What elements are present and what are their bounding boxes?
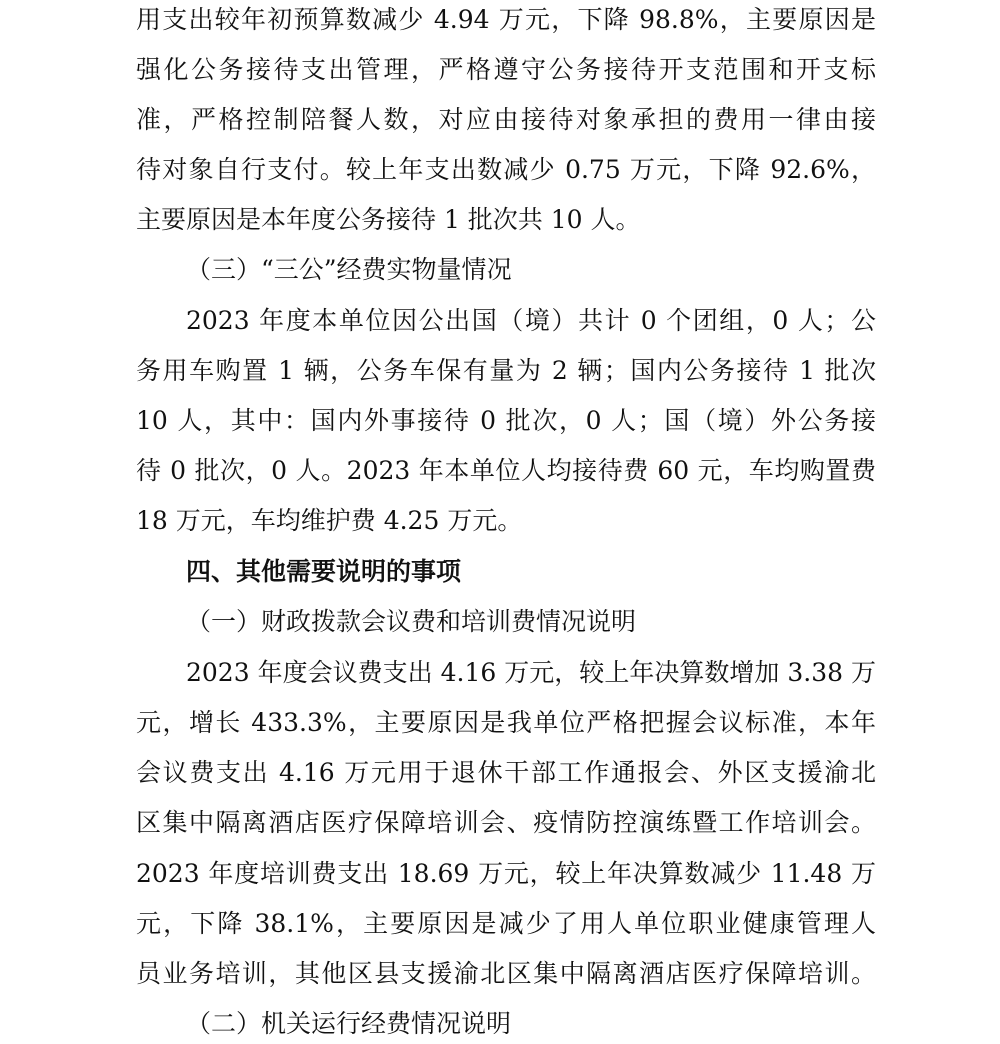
body-text-line: 18 万元，车均维护费 4.25 万元。	[136, 506, 523, 535]
body-text-line: 务用车购置 1 辆，公务车保有量为 2 辆；国内公务接待 1 批次	[136, 356, 876, 385]
body-text-line: 会议费支出 4.16 万元用于退休干部工作通报会、外区支援渝北	[136, 758, 876, 787]
body-text-line: 2023 年度培训费支出 18.69 万元，较上年决算数减少 11.48 万	[136, 859, 876, 888]
body-text-line: 待对象自行支付。较上年支出数减少 0.75 万元，下降 92.6%，	[136, 155, 876, 184]
body-text-line: 2023 年度会议费支出 4.16 万元，较上年决算数增加 3.38 万	[186, 658, 876, 687]
section-heading: 四、其他需要说明的事项	[186, 557, 462, 586]
body-text-line: 强化公务接待支出管理，严格遵守公务接待开支范围和开支标	[136, 55, 876, 84]
subsection-heading: （三）“三公”经费实物量情况	[186, 255, 512, 284]
body-text-line: 2023 年度本单位因公出国（境）共计 0 个团组，0 人；公	[186, 306, 876, 335]
body-text-line: 区集中隔离酒店医疗保障培训会、疫情防控演练暨工作培训会。	[136, 808, 876, 837]
body-text-line: 主要原因是本年度公务接待 1 批次共 10 人。	[136, 205, 641, 234]
body-text-line: 用支出较年初预算数减少 4.94 万元，下降 98.8%，主要原因是	[136, 5, 876, 34]
body-text-line: 元，下降 38.1%，主要原因是减少了用人单位职业健康管理人	[136, 909, 876, 938]
body-text-line: 准，严格控制陪餐人数，对应由接待对象承担的费用一律由接	[136, 105, 876, 134]
body-text-line: 10 人，其中：国内外事接待 0 批次，0 人；国（境）外公务接	[136, 406, 876, 435]
subsection-heading: （一）财政拨款会议费和培训费情况说明	[186, 607, 637, 636]
body-text-line: 待 0 批次，0 人。2023 年本单位人均接待费 60 元，车均购置费	[136, 456, 876, 485]
body-text-line: 元，增长 433.3%，主要原因是我单位严格把握会议标准，本年	[136, 708, 876, 737]
body-text-line: 员业务培训，其他区县支援渝北区集中隔离酒店医疗保障培训。	[136, 959, 876, 988]
subsection-heading: （二）机关运行经费情况说明	[186, 1009, 512, 1038]
